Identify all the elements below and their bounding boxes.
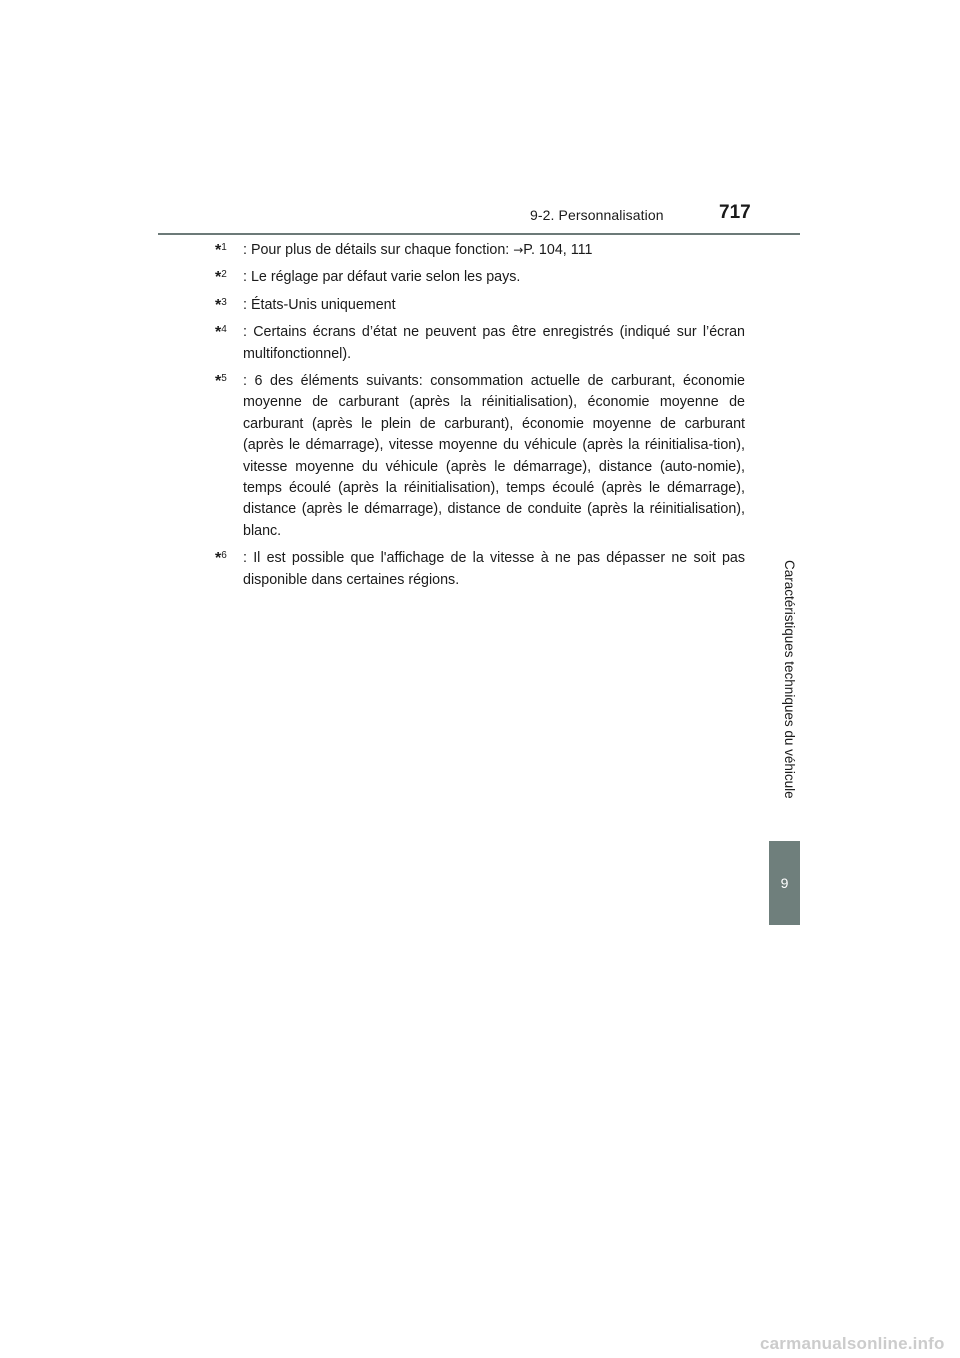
footnote-marker: *$^2$ [215,269,227,287]
header-divider [158,233,800,235]
footnote-text: : Certains écrans d’état ne peuvent pas être enregistrés (indiqué sur l’écran multifonctionnel). [243,324,745,362]
footnote-marker: *$^3$ [215,296,227,314]
section-title: 9-2. Personnalisation [530,207,664,223]
chapter-side-title: Caractéristiques techniques du véhicule [782,560,797,799]
watermark: carmanualsonline.info [760,1334,945,1353]
chapter-number: 9 [780,875,789,891]
footnote-marker: *$^6$ [215,550,227,568]
footnote-text: : Il est possible que l'affichage de la vitesse à ne pas dépasser ne soit pas disponible dans certaines régions. [243,550,745,588]
page-number: 717 [719,202,751,223]
right-arrow-icon: → [513,243,524,257]
footnote-marker: *$^4$ [215,324,227,342]
footnote-text: : 6 des éléments suivants: consommation actuelle de carburant, économie moyenne de carburant (après la réinitialisation), économie moyenne de carburant (après le plein de carburant), économie moyenne de carburant (après le démarrage), vitesse moyenne du véhicule (après la réinitialisa-tion), vitesse moyenne du véhicule (après le démarrage), distance (auto-nomie), temps écoulé (après la réinitialisation), temps écoulé (après le démarrage), distance (après le démarrage), distance de conduite (après la réinitialisation), blanc. [243,373,745,539]
footnote-5 [215,371,745,542]
footnote-2 [215,267,745,288]
footnote-marker: *$^1$ [215,242,227,259]
footnote-text: : États-Unis uniquement [243,296,396,313]
footnote-text: : Pour plus de détails sur chaque fonction: [243,242,514,258]
page-reference[interactable]: P. 104, 111 [523,242,593,258]
footnotes [215,240,745,597]
footnote-text: : Le réglage par défaut varie selon les pays. [243,269,521,286]
footnote-1 [215,240,745,261]
footnote-4 [215,322,745,365]
footnote-marker: *$^5$ [215,373,227,391]
footnote-3 [215,295,745,316]
chapter-tab[interactable] [769,841,800,925]
footnote-6 [215,548,745,591]
